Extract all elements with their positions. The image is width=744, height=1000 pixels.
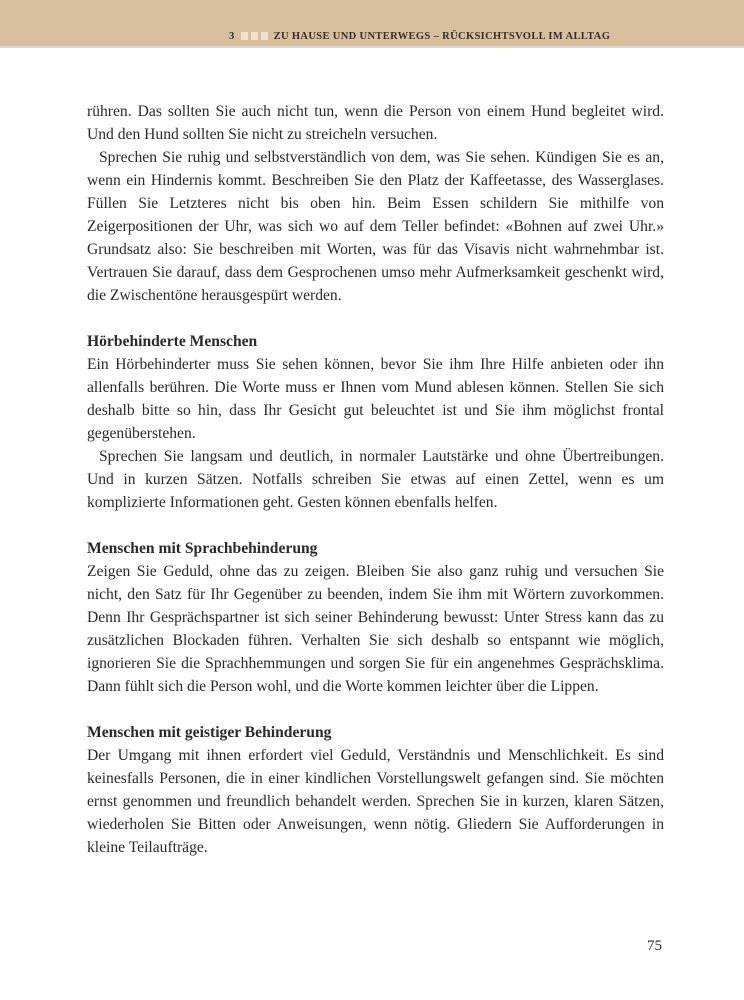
chapter-number: 3: [229, 30, 235, 42]
decorative-squares-icon: [241, 32, 268, 40]
header-band: [0, 0, 744, 48]
paragraph: Der Umgang mit ihnen erfordert viel Geduld, Verständnis und Menschlichkeit. Es sind keinesfalls Personen, die in einer kindlichen Vorstellungswelt gefangen sind. Sie möchten ernst genommen und freundlich behandelt werden. Sprechen Sie in kurzen, klaren Sätzen, wiederholen Sie Bitten oder Anweisungen, wenn nötig. Gliedern Sie Aufforderungen in kleine Teilaufträge.: [87, 747, 664, 856]
page-number: 75: [647, 938, 662, 954]
section-heading: Menschen mit geistiger Behinderung: [87, 724, 332, 741]
paragraph: Sprechen Sie ruhig und selbstverständlich von dem, was Sie sehen. Kündigen Sie es an, wenn ein Hindernis kommt. Beschreiben Sie den Platz der Kaffeetasse, des Wasserglases. Füllen Sie Letzteres nicht bis oben hin. Beim Essen schildern Sie mithilfe von Zeigerpositionen der Uhr, was sich wo auf dem Teller befindet: «Bohnen auf zwei Uhr.» Grundsatz also: Sie beschreiben mit Worten, was für das Visavis nicht wahrnehmbar ist. Vertrauen Sie darauf, dass dem Gesprochenen umso mehr Aufmerksamkeit geschenkt wird, die Zwischentöne herausgespürt werden.: [87, 149, 664, 304]
chapter-title: ZU HAUSE UND UNTERWEGS – RÜCKSICHTSVOLL IM ALLTAG: [273, 30, 611, 42]
section-heading: Hörbehinderte Menschen: [87, 333, 258, 350]
running-head: [229, 29, 610, 43]
section-heading: Menschen mit Sprachbehinderung: [87, 540, 318, 557]
paragraph: Sprechen Sie langsam und deutlich, in normaler Lautstärke und ohne Übertreibungen. Und in kurzen Sätzen. Notfalls schreiben Sie etwas auf einen Zettel, wenn es um komplizierte Informationen geht. Gesten können ebenfalls helfen.: [87, 448, 664, 511]
paragraph: Zeigen Sie Geduld, ohne das zu zeigen. Bleiben Sie also ganz ruhig und versuchen Sie nicht, den Satz für Ihr Gegenüber zu beenden, indem Sie ihm mit Wörtern zuvorkommen. Denn Ihr Gesprächspartner ist sich seiner Behinderung bewusst: Unter Stress kann das zu zusätzlichen Blockaden führen. Verhalten Sie sich deshalb so entspannt wie möglich, ignorieren Sie die Sprachhemmungen und sorgen Sie für ein angenehmes Gesprächsklima. Dann fühlt sich die Person wohl, und die Worte kommen leichter über die Lippen.: [87, 563, 664, 695]
paragraph: rühren. Das sollten Sie auch nicht tun, wenn die Person von einem Hund begleitet wird. Und den Hund sollten Sie nicht zu streicheln versuchen.: [87, 103, 664, 143]
body-text: [87, 100, 664, 859]
paragraph: Ein Hörbehinderter muss Sie sehen können, bevor Sie ihm Ihre Hilfe anbieten oder ihn allenfalls berühren. Die Worte muss er Ihnen vom Mund ablesen können. Stellen Sie sich deshalb bitte so hin, dass Ihr Gesicht gut beleuchtet ist und Sie ihm möglichst frontal gegenüberstehen.: [87, 356, 664, 442]
